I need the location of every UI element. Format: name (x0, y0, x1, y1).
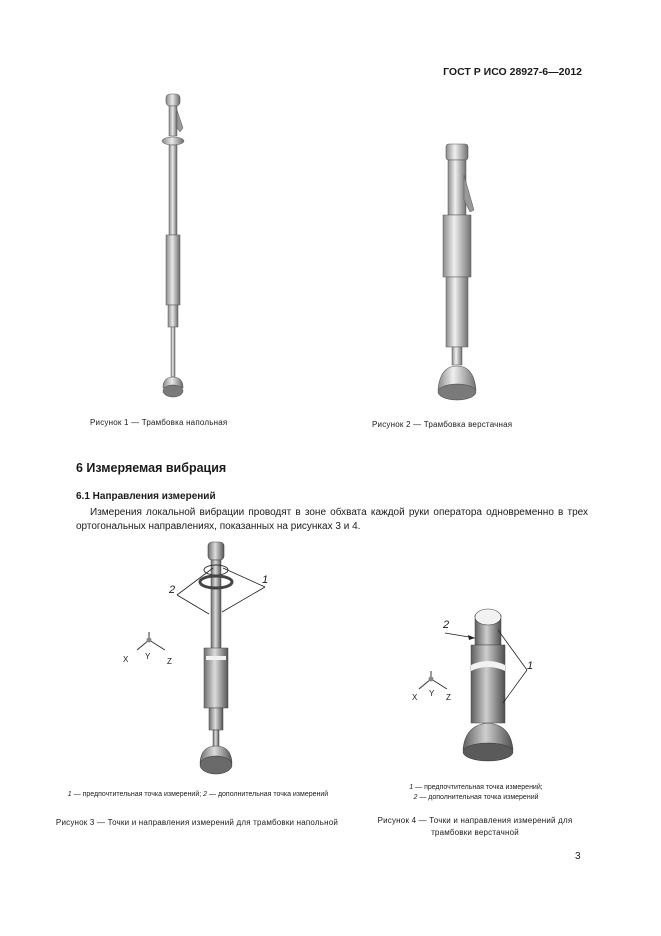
figure-4-legend-2-text: — дополнительная точка измерений (417, 794, 539, 801)
figure-3-legend (48, 790, 348, 800)
figure-4-legend-2-number: 2 (413, 794, 418, 801)
document-header: ГОСТ Р ИСО 28927-6—2012 (443, 66, 582, 78)
bench-rammer-illustration (430, 140, 490, 405)
figure-3-callout-1: 1 (262, 574, 269, 586)
page-number: 3 (575, 851, 581, 862)
figure-4-callout-2: 2 (443, 619, 450, 631)
bench-rammer-measurement-illustration (405, 605, 545, 780)
figure-4-caption: Рисунок 4 — Точки и направления измерений для трамбовки верстачной (377, 816, 573, 837)
subsection-heading: 6.1 Направления измерений (76, 491, 216, 502)
figure-3-callout-2: 2 (169, 584, 176, 596)
floor-rammer-measurement-illustration (115, 538, 285, 780)
floor-rammer-illustration (150, 88, 200, 403)
figure-1-caption: Рисунок 1 — Трамбовка напольная (90, 418, 228, 427)
section-heading: 6 Измеряемая вибрация (76, 461, 227, 475)
figure-4-legend-1 (380, 783, 572, 793)
body-paragraph (76, 506, 588, 533)
figure-3-legend-1-text: — предпочтительная точка измерений; (71, 791, 204, 798)
figure-3-legend-1-number: 1 (67, 791, 72, 798)
figure-4-legend (380, 783, 572, 803)
figure-3-legend-2-number: 2 (203, 791, 208, 798)
figure-4-axis-y: Y (429, 689, 435, 698)
figure-4-callout-1: 1 (527, 660, 534, 672)
figure-4-legend-1-text: — предпочтительная точка измерений; (413, 784, 543, 791)
figure-4-axis-x: X (412, 693, 418, 702)
figure-3-axis-y: Y (145, 652, 151, 661)
figure-3-axis-x: X (123, 655, 129, 664)
figure-4-legend-1-number: 1 (409, 784, 414, 791)
body-paragraph-text: Измерения локальной вибрации проводят в зоне обхвата каждой руки оператора одновременно в трех ортогональных направлениях, показанных на рисунках 3 и 4. (76, 507, 588, 532)
figure-3-legend-2-text: — дополнительная точка измерений (207, 791, 329, 798)
figure-4-legend-2 (380, 793, 572, 803)
figure-3-caption: Рисунок 3 — Точки и направления измерений для трамбовки напольной (55, 818, 339, 827)
figure-4-axis-z: Z (446, 693, 451, 702)
figure-3-axis-z: Z (167, 657, 172, 666)
figure-2-caption: Рисунок 2 — Трамбовка верстачная (372, 420, 513, 429)
